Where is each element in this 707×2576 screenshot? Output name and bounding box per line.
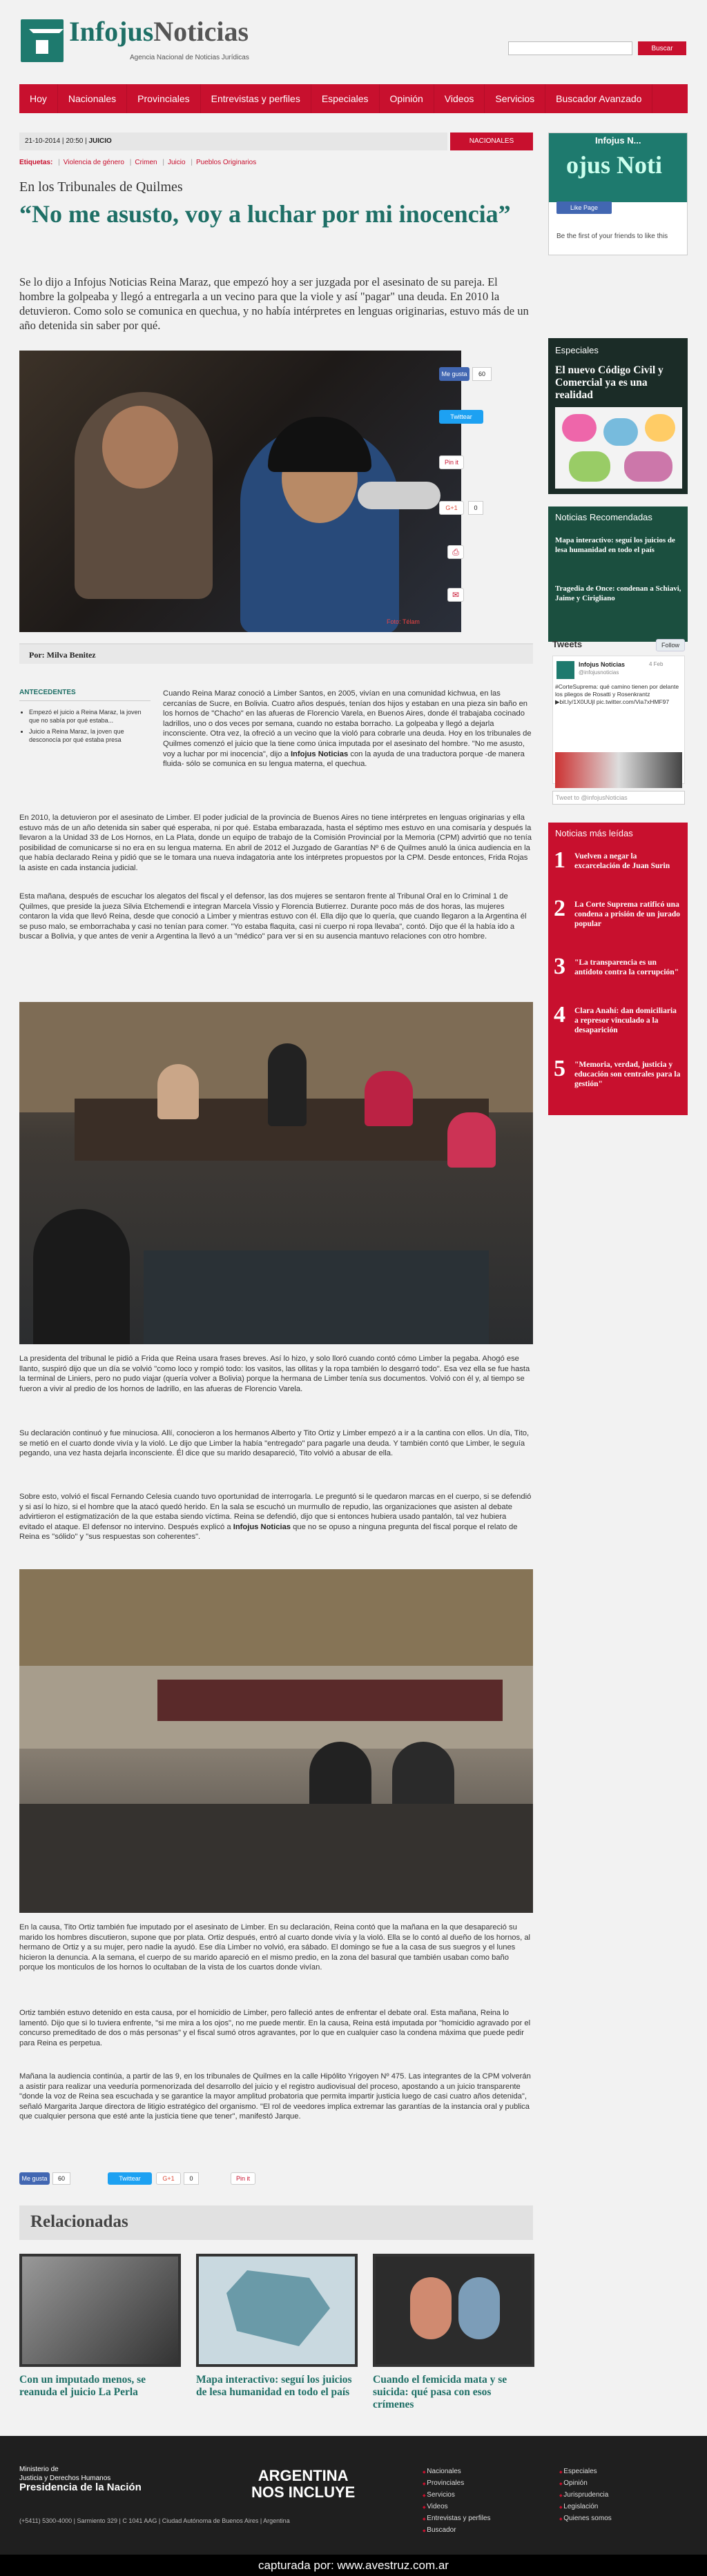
recomendada-link[interactable]: Mapa interactivo: seguí los juicios de lesa humanidad en todo el país [555, 536, 675, 554]
search-input[interactable] [508, 41, 632, 55]
article-kicker: En los Tribunales de Quilmes [19, 179, 183, 195]
footer-address: (+5411) 5300-4000 | Sarmiento 329 | C 1041 AAG | Ciudad Autónoma de Buenos Aires | Argentina [19, 2517, 290, 2524]
google-plus-count: 0 [468, 501, 483, 515]
tweets-title: Tweets [552, 639, 583, 649]
twitter-follow-button[interactable]: Follow [656, 639, 685, 651]
footer-links-2 [559, 2466, 612, 2525]
nav-hoy[interactable]: Hoy [19, 84, 58, 113]
tag-link[interactable]: Crimen [135, 159, 157, 166]
tweet-text: #CorteSuprema: qué camino tienen por delante los pliegos de Rosatti y Rosenkrantz ▶bit.ly/1X0UUjl pic.twitter.com/Via7xHMF97 [555, 683, 679, 705]
nav-buscador[interactable]: Buscador Avanzado [545, 84, 652, 113]
tag-link[interactable]: Pueblos Originarios [195, 159, 257, 166]
argentina-nos-incluye-logo: ARGENTINA NOS INCLUYE [251, 2467, 356, 2501]
related-headline[interactable]: Con un imputado menos, se reanuda el juicio La Perla [19, 2374, 146, 2398]
article-paragraph: La presidenta del tribunal le pidió a Frida que Reina usara frases breves. Así lo hizo, y solo lloró cuando contó cómo Limber la pegaba. Ahogó ese llanto, suspiró dijo que un día se volvió "como loco y rompió todo: los vasitos, las ollitas y la ropa también lo desgarró todo". Esa vez ella se fue hasta la terminal de Liniers, pero no pudo viajar (quería volver a Bolivia) porque la hermana de Limber tenía sus documentos. Volvió con él y, al tiempo se fueron a vivir al predio de los hornos de ladrillo, en las afueras de Florencio Varela. [19, 1355, 530, 1393]
article-paragraph: Su declaración continuó y fue minuciosa. Allí, conocieron a los hermanos Alberto y Tito Ortiz y Limber empezó a ir a la cantina con ellos. Un día, Tito, se metió en el cuarto donde vivía y la violó. Le dijo que Limber la había "entregado" para pagarle una deuda. Y también contó que Limber, le seguía pegando, una vez hasta dejarla inconsciente. Él dice que su marido desapareció, Tito volvió a abusar de ella. [19, 1429, 530, 1458]
rank-number: 1 [554, 847, 565, 873]
facebook-like-count: 60 [472, 367, 492, 381]
related-image[interactable] [373, 2254, 534, 2367]
especiales-title: Especiales [548, 341, 688, 360]
nav-opinion[interactable]: Opinión [380, 84, 434, 113]
facebook-page-name[interactable]: Infojus N... [595, 135, 641, 146]
tags-label: Etiquetas: [19, 159, 53, 166]
especiales-image[interactable] [555, 407, 682, 489]
rank-number: 2 [554, 896, 565, 921]
rank-number: 4 [554, 1002, 565, 1028]
footer-link[interactable]: ◆ Buscador [423, 2525, 491, 2537]
tweet-to-input[interactable]: Tweet to @infojusNoticias [552, 791, 685, 805]
related-headline[interactable]: Mapa interactivo: seguí los juicios de lesa humanidad en todo el país [196, 2374, 352, 2398]
tweet-image[interactable] [555, 752, 682, 788]
relacionadas-title: Relacionadas [30, 2212, 128, 2231]
site-logo[interactable]: InfojusNoticias [69, 16, 249, 47]
google-plus-count: 0 [184, 2172, 199, 2185]
article-paragraph: Sobre esto, volvió el fiscal Fernando Celesia cuando tuvo oportunidad de interrogarla. Le preguntó si le quedaron marcas en el cuerpo, si se defendió y si así lo hizo, si el hombre que la atacó quedó herido. En la sala se escuchó un murmullo de repudio, las organizaciones que asisten al debate advirtieron el estigmatización de la que estaba siendo víctima. Reina se defendió, dijo que si entonces hubiera usado pantalón, tal vez hubiera evitado el ataque. El defensor no intervino. Después explicó a Infojus Noticias que no se opuso a ninguna pregunta del fiscal porque el relato de Reina es "sólido" y "sus respuestas son coherentes". [19, 1493, 532, 1542]
footer-link[interactable]: ◆ Servicios [423, 2490, 491, 2501]
facebook-like-button[interactable]: Me gusta [19, 2172, 50, 2185]
article-byline: Por: Milva Benitez [19, 643, 533, 664]
article-lead: Se lo dijo a Infojus Noticias Reina Maraz, que empezó hoy a ser juzgada por el asesinato de su pareja. El hombre la golpeaba y llegó a entregarla a un vecino para que la viole y así "pagar" una deuda. En 2010 la detuvieron. Como solo se comunica en quechua, y no había intérpretes en lenguas originarias, estuvo más de un año detenida sin saber por qué. [19, 275, 529, 332]
footer-link[interactable]: ◆ Videos [423, 2501, 491, 2513]
tweet-date[interactable]: 4 Feb [649, 661, 664, 667]
article-date: 21-10-2014 [25, 137, 61, 145]
mas-leida-link[interactable]: "Memoria, verdad, justicia y educación son centrales para la gestión" [574, 1061, 681, 1088]
photo-credit: Foto: Télam [387, 618, 420, 625]
footer-link[interactable]: ◆ Opinión [559, 2478, 612, 2490]
pinterest-button[interactable]: Pin it [439, 455, 464, 469]
recomendadas-box [548, 507, 688, 642]
recomendada-link[interactable]: Tragedia de Once: condenan a Schiavi, Jaime y Cirigliano [555, 584, 681, 602]
article-paragraph: Ortiz también estuvo detenido en esta causa, por el homicidio de Limber, pero falleció antes de enfrentar el debate oral. Esta mañana, Reina lo lamentó. Dijo que si lo tuviera enfrente, "si me mira a los ojos", no me puede mentir. En la causa, Reina está imputada por "homicidio agravado por el concurso premeditado de dos o más personas" y el fiscal sumó otros agravantes, por lo que en cualquier caso la condena máxima que puede pedir para Reina es perpetua. [19, 2009, 531, 2047]
facebook-like-page-button[interactable]: Like Page [556, 201, 612, 214]
recomendadas-title: Noticias Recomendadas [555, 512, 652, 522]
google-plus-button[interactable]: G+1 [439, 501, 464, 515]
tag-link[interactable]: Violencia de género [63, 159, 124, 166]
tag-link[interactable]: Juicio [167, 159, 186, 166]
mas-leidas-title: Noticias más leídas [555, 828, 633, 838]
twitter-avatar[interactable] [556, 661, 574, 679]
article-time: 20:50 [66, 137, 84, 145]
ministerio-logo[interactable]: Ministerio de Justicia y Derechos Humanos Presidencia de la Nación [19, 2466, 142, 2493]
mas-leida-link[interactable]: "La transparencia es un antídoto contra la corrupción" [574, 958, 679, 976]
footer-link[interactable]: ◆ Jurisprudencia [559, 2490, 612, 2501]
footer-link[interactable]: ◆ Legislación [559, 2501, 612, 2513]
mas-leida-link[interactable]: Vuelven a negar la excarcelación de Juan Surin [574, 852, 670, 870]
courtroom-photo-1[interactable] [19, 1002, 533, 1344]
email-icon[interactable]: ✉ [447, 588, 464, 602]
article-paragraph: Mañana la audiencia continúa, a partir de las 9, en los tribunales de Quilmes en la calle Hipólito Yrigoyen Nº 475. Las integrantes de la CPM volverán a asistir para realizar una veeduría pormenorizada del desarrollo del juicio y el registro audiovisual del proceso, apostando a un juicio transparente "donde la voz de Reina sea escuchada y se garantice la mayor amplitud probatoria que permita impartir justicia luego de casi cuatro años detenida", señaló Margarita Jarque directora de litigio estratégico del organismo. "El rol de veedores implica extremar las garantías de la instancia oral y publica que cualquier persona que esté ante la justicia tiene que tener", manifestó Jarque. [19, 2072, 531, 2121]
footer-link[interactable]: ◆ Entrevistas y perfiles [423, 2513, 491, 2525]
section-tab[interactable]: NACIONALES [450, 132, 533, 150]
footer-link[interactable]: ◆ Quienes somos [559, 2513, 612, 2525]
mas-leida-link[interactable]: Clara Anahí: dan domiciliaria a represor vinculado a la desaparición [574, 1007, 677, 1034]
facebook-cover-text: ojus Noti [566, 151, 663, 179]
facebook-like-count: 60 [52, 2172, 70, 2185]
rank-number: 5 [554, 1056, 565, 1081]
related-headline[interactable]: Cuando el femicida mata y se suicida: qué pasa con esos crímenes [373, 2374, 507, 2410]
nav-nacionales[interactable]: Nacionales [58, 84, 127, 113]
main-nav [19, 84, 688, 113]
facebook-like-button[interactable]: Me gusta [439, 367, 469, 381]
footer-link[interactable]: ◆ Nacionales [423, 2466, 491, 2478]
rank-number: 3 [554, 954, 565, 979]
tags-row: Etiquetas: | Violencia de género | Crimen | Juicio | Pueblos Originarios [19, 159, 257, 166]
nav-servicios[interactable]: Servicios [485, 84, 545, 113]
facebook-friends-note: Be the first of your friends to like this [556, 233, 668, 240]
capture-credit: capturada por: www.avestruz.com.ar [0, 2555, 707, 2576]
nav-especiales[interactable]: Especiales [311, 84, 380, 113]
related-image[interactable] [19, 2254, 181, 2367]
print-icon[interactable]: ⎙ [447, 545, 464, 559]
article-paragraph: En 2010, la detuvieron por el asesinato de Limber. El poder judicial de la provincia de Buenos Aires no tiene intérpretes en lenguas originarias y ella estuvo más de un año detenida sin saber qué esperaba, ni por qué. Estaba embarazada, hasta el séptimo mes estuvo en una comisaría y después la llevaron a la Unidad 33 de Los Hornos, en La Plata, donde un equipo de trabajo de la Comisión Provincial por la Memoria (CPM) advirtió que no tenía posibilidad de comunicarse si no era en su lengua materna. En abril de 2012 el Juzgado de Garantías Nº 6 de Quilmes anuló la única audiencia en la que había declarado Reina y pidió que se le tomara una nueva indagatoria ante los intérpretes propuestos por la CPM. Desde entonces, Frida Rojas la asiste en cada instancia judicial. [19, 814, 532, 872]
article-paragraph: Esta mañana, después de escuchar los alegatos del fiscal y el defensor, las dos mujeres se sentaron frente al Tribunal Oral en lo Criminal 1 de Quilmes, que preside la jueza Silvia Etchemendi e integran Marcela Vissio y Florencia Butierrez. Durante poco más de dos horas, las mujeres contaron la vida que llevó Reina, desde que conoció a Limber y mientras estuvo con él. Ella dijo que lo quería, que cuando llegaron a la Argentina él se puso malo, se emborrachaba y casi no tenían para comer. "Yo estaba flaquita, casi ni cuerpo ni ropa llevaba", contó. Dijo que él la había ido a buscar a Bolivia, y que antes de venir a Argentina la llevó a un "médico" para ver si en su ausencia mantuvo relaciones con otro hombre. [19, 892, 527, 941]
site-tagline: Agencia Nacional de Noticias Jurídicas [130, 54, 249, 61]
google-plus-button[interactable]: G+1 [156, 2172, 181, 2185]
article-paragraph: En la causa, Tito Ortiz también fue imputado por el asesinato de Limber. En su declaración, Reina contó que la mañana en la que desapareció su marido los hombres discutieron, supone que por plata. Ortiz después, entró al cuarto donde vivía y la violó. Ella se lo contó al dueño de los hornos, al hermano de Ortiz y a su mujer, pero nadie la ayudó. Ese día Limber no volvió, era sábado. El domingo se fue a la casa de sus suegros y el lunes hicieron la denuncia. A la semana, el cuerpo de su marido apareció en el mismo predio, en la zona del basural que también usaban como baño porque los monticulos de los hornos lo ocultaban de la vista de los cuartos donde vivían. [19, 1923, 531, 1972]
antecedentes-link[interactable]: • Empezó el juicio a Reina Maraz, la joven que no sabía por qué estaba... [29, 708, 151, 725]
article-headline: “No me asusto, voy a luchar por mi inocencia” [19, 200, 511, 228]
article-meta: 21-10-2014 | 20:50 | JUICIO [19, 132, 447, 150]
twitter-handle[interactable]: @infojusnoticias [579, 669, 619, 676]
antecedentes-title: ANTECEDENTES [19, 689, 151, 701]
nav-videos[interactable]: Videos [434, 84, 485, 113]
article-section: JUICIO [88, 137, 112, 145]
search-button[interactable]: Buscar [638, 41, 686, 55]
article-paragraph: Cuando Reina Maraz conoció a Limber Santos, en 2005, vivían en una comunidad kichwua, en las cercanías de Sucre, en Bolivia. Cuatro años después, tenían dos hijos y estaban en una pieza sin baño en los hornos de "Chacho" en las afueras de Florencio Varela, en Buenos Aires, donde él trabajaba cocinado ladrillos, uno o dos veces por semana, cuando no estaba borracho. La golpeaba y llegó a dejarla inconsciente. Otra vez, la ofreció a un vecino que la violó para cobrarle una deuda. Hoy en los tribunales de Quilmes comenzó el juicio que la tiene como única imputada por el asesinato del hombre. "No me asusto, voy a luchar por mi inocencia", dijo a Infojus Noticias con la ayuda de una traductora porque -de manera fluida- sólo se comunica en su lengua materna, el quechua. [163, 689, 532, 769]
antecedentes-box [19, 689, 151, 747]
related-image[interactable] [196, 2254, 358, 2367]
logo-icon[interactable] [21, 19, 64, 62]
courtroom-photo-2[interactable] [19, 1569, 533, 1913]
mas-leida-link[interactable]: La Corte Suprema ratificó una condena a prisión de un jurado popular [574, 901, 681, 928]
footer-links-1 [423, 2466, 491, 2537]
antecedentes-link[interactable]: • Juicio a Reina Maraz, la joven que desconocía por qué estaba presa [29, 727, 151, 744]
tweet-button[interactable]: Twittear [108, 2172, 152, 2185]
nav-provinciales[interactable]: Provinciales [127, 84, 200, 113]
twitter-name[interactable]: Infojus Noticias [579, 661, 626, 668]
nav-entrevistas[interactable]: Entrevistas y perfiles [201, 84, 311, 113]
tweet-button[interactable]: Twittear [439, 410, 483, 424]
especiales-headline[interactable]: El nuevo Código Civil y Comercial ya es una realidad [555, 364, 664, 401]
footer-link[interactable]: ◆ Provinciales [423, 2478, 491, 2490]
article-main-photo[interactable] [19, 351, 461, 632]
footer-link[interactable]: ◆ Especiales [559, 2466, 612, 2478]
pinterest-button[interactable]: Pin it [231, 2172, 255, 2185]
